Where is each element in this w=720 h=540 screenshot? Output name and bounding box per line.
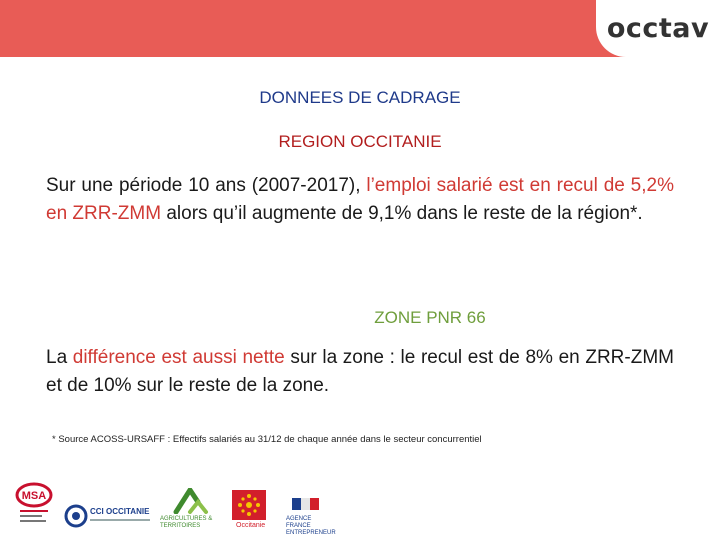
agence-france-entrepreneur-caption: AGENCE FRANCE ENTREPRENEUR xyxy=(286,516,336,536)
occitanie-region-logo xyxy=(232,490,266,520)
brand-wordmark: occtav xyxy=(606,13,710,44)
region-paragraph-rest: alors qu’il augmente de 9,1% dans le reste de la région*. xyxy=(161,203,643,224)
zone-paragraph-intro: La xyxy=(46,347,73,368)
agence-france-entrepreneur-logo xyxy=(292,494,320,514)
zone-paragraph xyxy=(46,344,674,400)
occitanie-region-caption: Occitanie xyxy=(236,522,266,529)
cci-occitanie-caption: CCI OCCITANIE xyxy=(90,507,150,516)
svg-text:MSA: MSA xyxy=(21,490,47,502)
agricultures-territoires-caption: AGRICULTURES & TERRITOIRES xyxy=(160,516,213,529)
brand-logo xyxy=(596,0,720,57)
page-title: DONNEES DE CADRAGE xyxy=(259,88,461,107)
region-paragraph xyxy=(46,172,674,228)
region-heading: REGION OCCITANIE xyxy=(278,132,442,151)
zone-heading-text: ZONE PNR 66 xyxy=(374,308,486,327)
region-paragraph-emphasis: l’emploi salarié est en recul de 5,2% en ZRR-ZMM xyxy=(46,175,674,224)
cci-subtitle-lines xyxy=(90,518,150,522)
zone-paragraph-emphasis: différence est aussi nette xyxy=(72,347,285,368)
zone-paragraph-rest: sur la zone : le recul est de 8% en ZRR-ZMM et de 10% sur le reste de la zone. xyxy=(46,347,674,396)
cci-occitanie-logo xyxy=(64,504,88,528)
source-footnote: * Source ACOSS-URSAFF : Effectifs salariés au 31/12 de chaque année dans le secteur concurrentiel xyxy=(52,434,482,445)
region-paragraph-intro: Sur une période 10 ans (2007-2017), xyxy=(46,175,367,196)
partner-logos xyxy=(0,482,720,534)
msa-logo xyxy=(14,482,54,526)
agricultures-territoires-logo xyxy=(168,488,212,514)
zone-heading xyxy=(0,308,720,328)
